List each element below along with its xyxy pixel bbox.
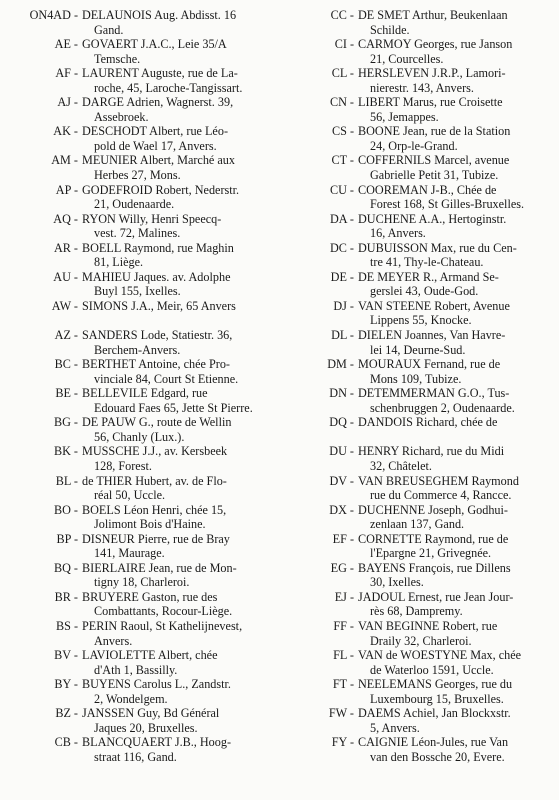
- callsign-code: AQ -: [53, 211, 78, 226]
- entry-name-line: BERTHET Antoine, chée Pro-: [82, 357, 230, 372]
- entry-address-line: Draily 32, Charleroi.: [370, 633, 472, 648]
- entry-text: [358, 357, 554, 386]
- entry-name-line: DUCHENNE Joseph, Godhui-: [358, 502, 508, 517]
- directory-entry: [8, 677, 274, 706]
- directory-entry: [288, 648, 554, 677]
- directory-entry: [288, 66, 554, 95]
- entry-address-line: Buyl 155, Ixelles.: [94, 284, 181, 299]
- callsign-code: AE -: [54, 37, 78, 52]
- directory-entry: [288, 503, 554, 532]
- entry-address-line: de Waterloo 1591, Uccle.: [370, 662, 494, 677]
- directory-entry: [288, 124, 554, 153]
- callsign-code: CT -: [331, 153, 354, 168]
- entry-name-line: CAIGNIE Léon-Jules, rue Van: [358, 735, 509, 750]
- directory-entry: [288, 95, 554, 124]
- entry-address-line: van den Bossche 20, Evere.: [370, 749, 505, 764]
- entry-name-line: BELLEVILE Edgard, rue: [82, 386, 208, 401]
- entry-address-line: tre 41, Thy-le-Chateau.: [370, 255, 484, 270]
- entry-address-line: Jaques 20, Bruxelles.: [94, 720, 198, 735]
- callsign-code: DQ -: [329, 415, 354, 430]
- entry-name-line: VAN BREUSEGHEM Raymond: [358, 473, 519, 488]
- directory-entry: [288, 735, 554, 764]
- entry-address-line: straat 116, Gand.: [94, 749, 177, 764]
- entry-name-line: DE PAUW G., route de Wellin: [82, 415, 232, 430]
- entry-name-line: DETEMMERMAN G.O., Tus-: [358, 386, 510, 401]
- entry-address-line: 21, Courcelles.: [370, 51, 444, 66]
- entry-address-line: 81, Liège.: [94, 255, 144, 270]
- callsign-code: CB -: [54, 735, 78, 750]
- directory-entry: [288, 444, 554, 473]
- entry-name-line: DE MEYER R., Armand Se-: [358, 269, 499, 284]
- entry-address-line: Luxembourg 15, Bruxelles.: [370, 691, 504, 706]
- entry-name-line: JANSSEN Guy, Bd Général: [82, 706, 220, 721]
- entry-address-line: 141, Maurage.: [94, 546, 165, 561]
- callsign-code: FY -: [331, 735, 354, 750]
- entry-text: [82, 735, 274, 764]
- entry-text: [82, 241, 274, 270]
- entry-address-line: roche, 45, Laroche-Tangissart.: [94, 80, 243, 95]
- entry-text: [82, 37, 274, 66]
- entry-address-line: Combattants, Rocour-Liège.: [94, 604, 233, 619]
- entry-name-line: HERSLEVEN J.R.P., Lamori-: [358, 66, 506, 81]
- entry-name-line: HENRY Richard, rue du Midi: [358, 444, 505, 459]
- directory-entry: [288, 532, 554, 561]
- directory-entry: [288, 561, 554, 590]
- entry-address-line: Gabrielle Petit 31, Tubize.: [370, 168, 499, 183]
- entry-text: [82, 648, 274, 677]
- entry-address-line: 56, Jemappes.: [370, 109, 439, 124]
- directory-entry: [288, 415, 554, 444]
- directory-entry: [8, 444, 274, 473]
- entry-address-line: Gand.: [94, 22, 124, 37]
- entry-name-line: BLANCQUAERT J.B., Hoog-: [82, 735, 232, 750]
- entry-address-line: zenlaan 137, Gand.: [370, 517, 465, 532]
- directory-entry: [8, 503, 274, 532]
- entry-text: [358, 474, 554, 503]
- entry-name-line: COFFERNILS Marcel, avenue: [358, 153, 510, 168]
- entry-text: [358, 241, 554, 270]
- directory-entry: [288, 328, 554, 357]
- directory-entry: [8, 299, 274, 328]
- entry-address-line: 30, Ixelles.: [370, 575, 424, 590]
- entry-text: [358, 8, 554, 37]
- entry-address-line: Forest 168, St Gilles-Bruxelles.: [370, 197, 525, 212]
- callsign-code: CI -: [334, 37, 354, 52]
- directory-entry: [288, 706, 554, 735]
- callsign-code: AR -: [53, 240, 78, 255]
- entry-text: [82, 328, 274, 357]
- entry-name-line: BOELL Raymond, rue Maghin: [82, 240, 234, 255]
- directory-entry: [288, 8, 554, 37]
- entry-text: [82, 590, 274, 619]
- entry-address-line: rès 68, Dampremy.: [370, 604, 463, 619]
- entry-address-line: pold de Wael 17, Anvers.: [94, 138, 217, 153]
- entry-name-line: VAN STEENE Robert, Avenue: [358, 298, 510, 313]
- entry-address-line: réal 50, Uccle.: [94, 488, 166, 503]
- entry-text: [82, 212, 274, 241]
- callsign-code: ON4AD -: [29, 8, 78, 22]
- directory-entry: [8, 474, 274, 503]
- directory-entry: [288, 386, 554, 415]
- callsign-code: DV -: [329, 473, 354, 488]
- entry-address-line: nierestr. 143, Anvers.: [370, 80, 474, 95]
- callsign-code: EG -: [330, 560, 354, 575]
- entry-text: [82, 706, 274, 735]
- entry-name-line: VAN BEGINNE Robert, rue: [358, 618, 498, 633]
- callsign-code: DM -: [327, 357, 354, 372]
- callsign-code: CU -: [329, 182, 354, 197]
- entry-text: [82, 474, 274, 503]
- entry-text: [358, 706, 554, 735]
- entry-address-line: gerslei 43, Oude-God.: [370, 284, 479, 299]
- callsign-code: DE -: [330, 269, 354, 284]
- callsign-code: DU -: [329, 444, 354, 459]
- entry-address-line: 2, Wondelgem.: [94, 691, 168, 706]
- entry-text: [82, 299, 274, 328]
- directory-entry: [8, 270, 274, 299]
- entry-address-line: 32, Châtelet.: [370, 458, 432, 473]
- entry-text: [82, 532, 274, 561]
- entry-text: [358, 532, 554, 561]
- entry-name-line: PERIN Raoul, St Kathelijnevest,: [82, 618, 243, 633]
- entry-name-line: MUSSCHE J.J., av. Kersbeek: [82, 444, 228, 459]
- entry-name-line: DARGE Adrien, Wagnerst. 39,: [82, 95, 234, 110]
- entry-name-line: MEUNIER Albert, Marché aux: [82, 153, 235, 168]
- callsign-code: AM -: [51, 153, 78, 168]
- entry-name-line: DISNEUR Pierre, rue de Bray: [82, 531, 230, 546]
- directory-entry: [8, 328, 274, 357]
- entry-address-line: Mons 109, Tubize.: [370, 371, 462, 386]
- callsign-code: DX -: [329, 502, 354, 517]
- entry-name-line: DAEMS Achiel, Jan Blockxstr.: [358, 706, 511, 721]
- entry-address-line: Anvers.: [94, 633, 133, 648]
- entry-name-line: GODEFROID Robert, Nederstr.: [82, 182, 240, 197]
- entry-text: [82, 386, 274, 415]
- entry-address-line: Lippens 55, Knocke.: [370, 313, 472, 328]
- entry-name-line: BIERLAIRE Jean, rue de Mon-: [82, 560, 237, 575]
- callsign-code: CS -: [331, 124, 354, 139]
- entry-text: [82, 503, 274, 532]
- entry-text: [358, 183, 554, 212]
- callsign-code: FW -: [328, 706, 354, 721]
- entry-text: [82, 66, 274, 95]
- entry-name-line: LIBERT Marus, rue Croisette: [358, 95, 503, 110]
- entry-text: [82, 183, 274, 212]
- directory-entry: [288, 590, 554, 619]
- callsign-code: BP -: [56, 531, 78, 546]
- directory-entry: [8, 212, 274, 241]
- directory-entry: [288, 299, 554, 328]
- left-column: [8, 8, 274, 764]
- entry-name-line: BAYENS François, rue Dillens: [358, 560, 511, 575]
- entry-address-line: schenbruggen 2, Oudenaarde.: [370, 400, 515, 415]
- entry-text: [358, 590, 554, 619]
- entry-name-line: DE SMET Arthur, Beukenlaan: [358, 8, 508, 22]
- entry-text: [82, 357, 274, 386]
- entry-name-line: NEELEMANS Georges, rue du: [358, 677, 513, 692]
- callsign-code: CC -: [330, 8, 354, 22]
- callsign-code: BQ -: [53, 560, 78, 575]
- entry-name-line: CARMOY Georges, rue Janson: [358, 37, 513, 52]
- callsign-code: DN -: [329, 386, 354, 401]
- entry-address-line: Temsche.: [94, 51, 141, 66]
- directory-entry: [288, 357, 554, 386]
- entry-address-line: 21, Oudenaarde.: [94, 197, 175, 212]
- callsign-code: AF -: [55, 66, 78, 81]
- entry-name-line: DANDOIS Richard, chée de: [358, 415, 498, 430]
- entry-text: [358, 415, 554, 444]
- entry-text: [358, 299, 554, 328]
- callsign-code: BK -: [53, 444, 78, 459]
- directory-entry: [288, 153, 554, 182]
- callsign-code: BY -: [54, 677, 78, 692]
- entry-name-line: de THIER Hubert, av. de Flo-: [82, 473, 227, 488]
- callsign-code: BV -: [54, 648, 78, 663]
- callsign-code: DL -: [331, 328, 354, 343]
- directory-entry: [8, 735, 274, 764]
- directory-entry: [8, 124, 274, 153]
- right-column: [288, 8, 554, 764]
- directory-entry: [288, 619, 554, 648]
- entry-name-line: DIELEN Joannes, Van Havre-: [358, 328, 506, 343]
- entry-text: [358, 212, 554, 241]
- entry-text: [82, 153, 274, 182]
- entry-name-line: MOURAUX Fernand, rue de: [358, 357, 501, 372]
- entry-address-line: Schilde.: [370, 22, 410, 37]
- entry-text: [358, 648, 554, 677]
- entry-text: [82, 561, 274, 590]
- directory-entry: [8, 66, 274, 95]
- callsign-code: AZ -: [54, 328, 78, 343]
- entry-address-line: rue du Commerce 4, Rancce.: [370, 488, 512, 503]
- callsign-code: BC -: [54, 357, 78, 372]
- entry-address-line: 24, Orp-le-Grand.: [370, 138, 458, 153]
- entry-name-line: VAN de WOESTYNE Max, chée: [358, 648, 522, 663]
- entry-address-line: l'Epargne 21, Grivegnée.: [370, 546, 492, 561]
- callsign-code: AW -: [51, 298, 78, 313]
- callsign-code: CL -: [331, 66, 354, 81]
- callsign-code: AK -: [53, 124, 78, 139]
- entry-address-line: Berchem-Anvers.: [94, 342, 181, 357]
- directory-entry: [8, 619, 274, 648]
- entry-name-line: LAURENT Auguste, rue de La-: [82, 66, 238, 81]
- entry-name-line: DUBUISSON Max, rue du Cen-: [358, 240, 517, 255]
- entry-text: [358, 66, 554, 95]
- directory-entry: [8, 532, 274, 561]
- entry-name-line: BUYENS Carolus L., Zandstr.: [82, 677, 231, 692]
- entry-name-line: DUCHENE A.A., Hertoginstr.: [358, 211, 507, 226]
- entry-name-line: MAHIEU Jaques. av. Adolphe: [82, 269, 231, 284]
- callsign-code: DC -: [329, 240, 354, 255]
- entry-name-line: GOVAERT J.A.C., Leie 35/A: [82, 37, 227, 52]
- directory-entry: [8, 241, 274, 270]
- directory-entry: [288, 241, 554, 270]
- entry-text: [82, 677, 274, 706]
- entry-text: [358, 619, 554, 648]
- entry-address-line: 128, Forest.: [94, 458, 152, 473]
- directory-entry: [8, 386, 274, 415]
- callsign-code: CN -: [329, 95, 354, 110]
- entry-address-line: d'Ath 1, Bassilly.: [94, 662, 178, 677]
- entry-text: [82, 415, 274, 444]
- directory-entry: [288, 677, 554, 706]
- directory-entry: [8, 415, 274, 444]
- entry-address-line: vinciale 84, Court St Etienne.: [94, 371, 239, 386]
- entry-address-line: Herbes 27, Mons.: [94, 168, 181, 183]
- entry-text: [358, 444, 554, 473]
- entry-text: [82, 124, 274, 153]
- directory-entry: [8, 590, 274, 619]
- entry-text: [82, 444, 274, 473]
- entry-name-line: CORNETTE Raymond, rue de: [358, 531, 509, 546]
- directory-entry: [288, 183, 554, 212]
- directory-entry: [8, 357, 274, 386]
- entry-name-line: BRUYERE Gaston, rue des: [82, 589, 218, 604]
- callsign-code: FT -: [332, 677, 354, 692]
- entry-name-line: SANDERS Lode, Statiestr. 36,: [82, 328, 233, 343]
- entry-name-line: BOELS Léon Henri, chée 15,: [82, 502, 227, 517]
- entry-text: [358, 153, 554, 182]
- entry-text: [358, 677, 554, 706]
- callsign-code: AJ -: [57, 95, 78, 110]
- callsign-code: DA -: [329, 211, 354, 226]
- callsign-code: BS -: [55, 618, 78, 633]
- directory-entry: [8, 95, 274, 124]
- directory-entry: [8, 37, 274, 66]
- callsign-code: BR -: [54, 589, 78, 604]
- callsign-code: BL -: [55, 473, 78, 488]
- directory-entry: [8, 561, 274, 590]
- callsign-code: AU -: [53, 269, 78, 284]
- entry-text: [358, 503, 554, 532]
- callsign-code: DJ -: [333, 298, 354, 313]
- entry-text: [358, 95, 554, 124]
- callsign-code: AP -: [55, 182, 78, 197]
- entry-address-line: Edouard Faes 65, Jette St Pierre.: [94, 400, 253, 415]
- directory-entry: [8, 706, 274, 735]
- entry-text: [82, 95, 274, 124]
- entry-text: [358, 386, 554, 415]
- entry-text: [358, 735, 554, 764]
- entry-address-line: 56, Chanly (Lux.).: [94, 429, 185, 444]
- callsign-code: FL -: [333, 648, 354, 663]
- entry-name-line: DESCHODT Albert, rue Léo-: [82, 124, 228, 139]
- entry-text: [82, 8, 274, 37]
- entry-text: [358, 37, 554, 66]
- entry-address-line: vest. 72, Malines.: [94, 226, 181, 241]
- directory-entry: [8, 183, 274, 212]
- callsign-code: EJ -: [334, 589, 354, 604]
- callsign-code: BZ -: [55, 706, 78, 721]
- callsign-code: BG -: [53, 415, 78, 430]
- directory-entry: [8, 153, 274, 182]
- entry-text: [358, 561, 554, 590]
- directory-entry: [288, 212, 554, 241]
- entry-address-line: Assebroek.: [94, 109, 149, 124]
- entry-text: [358, 328, 554, 357]
- entry-name-line: LAVIOLETTE Albert, chée: [82, 648, 218, 663]
- directory-entry: [8, 8, 274, 37]
- entry-text: [358, 124, 554, 153]
- callsign-code: BO -: [53, 502, 78, 517]
- directory-entry: [8, 648, 274, 677]
- entry-address-line: Jolimont Bois d'Haine.: [94, 517, 206, 532]
- entry-name-line: COOREMAN J-B., Chée de: [358, 182, 497, 197]
- entry-text: [358, 270, 554, 299]
- entry-name-line: BOONE Jean, rue de la Station: [358, 124, 511, 139]
- entry-text: [82, 619, 274, 648]
- entry-address-line: tigny 18, Charleroi.: [94, 575, 190, 590]
- entry-address-line: lei 14, Deurne-Sud.: [370, 342, 466, 357]
- entry-name-line: JADOUL Ernest, rue Jean Jour-: [358, 589, 514, 604]
- entry-text: [82, 270, 274, 299]
- directory-entry: [288, 270, 554, 299]
- entry-address-line: 16, Anvers.: [370, 226, 426, 241]
- directory-entry: [288, 474, 554, 503]
- callsign-code: EF -: [332, 531, 354, 546]
- entry-address-line: 5, Anvers.: [370, 720, 420, 735]
- callsign-code: BE -: [55, 386, 78, 401]
- directory-entry: [288, 37, 554, 66]
- entry-name-line: DELAUNOIS Aug. Abdisst. 16: [82, 8, 237, 22]
- entry-name-line: SIMONS J.A., Meir, 65 Anvers: [82, 298, 236, 313]
- entry-name-line: RYON Willy, Henri Speecq-: [82, 211, 222, 226]
- callsign-code: FF -: [333, 618, 354, 633]
